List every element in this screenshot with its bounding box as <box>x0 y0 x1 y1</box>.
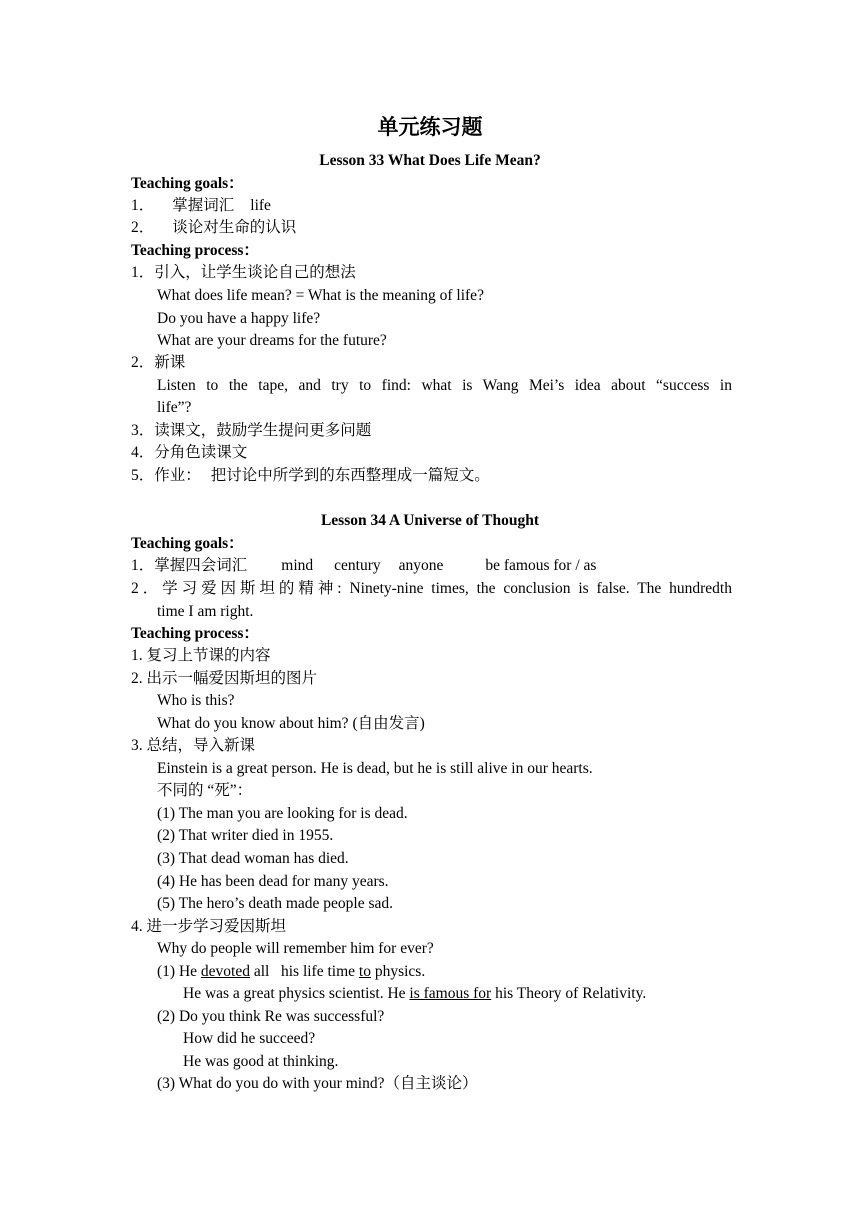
lesson33-step-1: 1．引入，让学生谈论自己的想法 <box>131 264 356 281</box>
goal-number: 2． <box>131 219 155 236</box>
text-segment: (1) He <box>157 963 201 980</box>
lesson34-goal-2: 2．学习爱因斯坦的精神: Ninety-nine times, the conclusion is false. The hundredth <box>131 580 732 597</box>
text-segment: He was a great physics scientist. He <box>183 985 410 1002</box>
step-5-prefix: 5．作业： <box>131 467 201 484</box>
lesson34-process-4-item-2: (2) Do you think Re was successful? <box>157 1008 385 1025</box>
lesson34-goal-2-cont: time I am right. <box>157 603 254 620</box>
death-example: (3) That dead woman has died. <box>157 850 349 867</box>
lesson33-step-1-line: What are your dreams for the future? <box>157 332 387 349</box>
lesson33-step-2-line: life”? <box>157 399 192 416</box>
lesson33-step-1-line: Do you have a happy life? <box>157 310 321 327</box>
lesson33-step-2: 2．新课 <box>131 354 186 371</box>
lesson33-goals-label: Teaching goals： <box>131 175 244 192</box>
lesson33-step-2-line: Listen to the tape, and try to find: what is Wang Mei’s idea about “success in <box>157 377 732 394</box>
lesson34-process-2-line: Who is this? <box>157 692 235 709</box>
lesson33-step-5 <box>131 465 490 487</box>
goal-prefix: 1．掌握四会词汇 <box>131 557 248 574</box>
vocab-word: anyone <box>398 557 444 574</box>
goal-number: 1． <box>131 197 155 214</box>
lesson34-heading: Lesson 34 A Universe of Thought <box>320 512 540 529</box>
lesson33-step-3: 3．读课文，鼓励学生提问更多问题 <box>131 422 372 439</box>
text-segment: all his life time <box>249 963 359 980</box>
step-5-text: 把讨论中所学到的东西整理成一篇短文。 <box>210 467 490 484</box>
lesson33-process-label: Teaching process： <box>131 242 259 259</box>
lesson34-process-4: 4. 进一步学习爱因斯坦 <box>131 918 287 935</box>
lesson34-process-4-item-3: (3) What do you do with your mind?（自主谈论） <box>157 1075 478 1092</box>
goal-text: 掌握词汇 <box>172 197 235 214</box>
lesson34-process-2-line: What do you know about him? (自由发言) <box>157 715 425 732</box>
lesson34-process-1: 1. 复习上节课的内容 <box>131 647 271 664</box>
vocab-word: mind <box>281 557 314 574</box>
text-segment: physics. <box>370 963 426 980</box>
underlined-word: devoted <box>200 963 250 980</box>
underlined-word: to <box>358 963 371 980</box>
death-example: (4) He has been dead for many years. <box>157 873 389 890</box>
death-example: (5) The hero’s death made people sad. <box>157 895 394 912</box>
death-example: (1) The man you are looking for is dead. <box>157 805 408 822</box>
vocab-word: century <box>334 557 381 574</box>
goal-text: 谈论对生命的认识 <box>172 219 297 236</box>
lesson34-process-3-intro: Einstein is a great person. He is dead, but he is still alive in our hearts. <box>157 760 593 777</box>
underlined-phrase: is famous for <box>409 985 492 1002</box>
text-segment: his Theory of Relativity. <box>491 985 647 1002</box>
lesson34-process-4-item-2-sub: How did he succeed? <box>183 1030 316 1047</box>
goal-word: life <box>250 197 271 214</box>
lesson34-goal-1 <box>131 555 596 577</box>
lesson33-goal-1 <box>131 195 271 217</box>
lesson33-goal-2 <box>131 217 296 239</box>
lesson34-process-3-sub: 不同的 “死”： <box>157 782 253 799</box>
lesson34-process-2: 2. 出示一幅爱因斯坦的图片 <box>131 670 318 687</box>
lesson34-goals-label: Teaching goals： <box>131 535 244 552</box>
lesson34-process-4-item-1 <box>157 961 425 983</box>
vocab-word: be famous for / as <box>485 557 597 574</box>
lesson34-process-label: Teaching process： <box>131 625 259 642</box>
death-example: (2) That writer died in 1955. <box>157 827 334 844</box>
lesson34-process-4-item-1-sub <box>183 983 646 1005</box>
lesson33-step-4: 4．分角色读课文 <box>131 444 248 461</box>
page-title: 单元练习题 <box>377 115 483 139</box>
lesson33-heading: Lesson 33 What Does Life Mean? <box>319 152 541 169</box>
lesson34-process-3: 3. 总结，导入新课 <box>131 737 256 754</box>
lesson33-step-1-line: What does life mean? = What is the meaning of life? <box>157 287 484 304</box>
lesson34-process-4-item-2-sub: He was good at thinking. <box>183 1053 339 1070</box>
lesson34-process-4-question: Why do people will remember him for ever? <box>157 940 434 957</box>
